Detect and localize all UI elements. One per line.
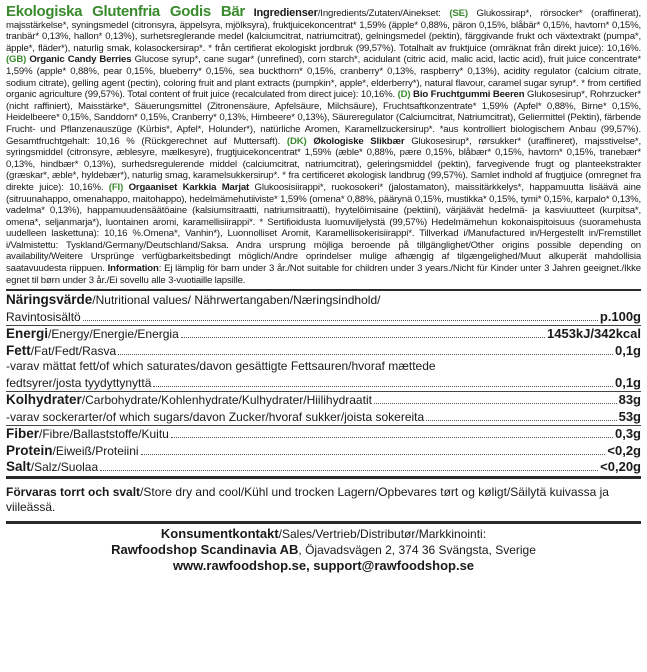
ingredients-dk: Glukosesirup*, rørsukker* (uraffineret), majsstivelse*, syringsmiddel (citronsyre, æblesyre, mælkesyre), frugtjuicekoncentrat* 1,59% (æble* 0,88%, pære 0,15%, blåbær* 0,15%, havtorn* 0,15%, tranebær* 0,13%, hindbær* 0,13%), surhedsregulerende middel (calciumcitrat, natriumcitrat), geleringsmiddel (pektin), farvegivende frugt og planteekstrakter (græskar*, æble*, hyldebær*), naturlig smag, karamelsukkersirup*. * fra certificeret økologisk landbrug (99,57%). Samlet indhold af frugtjuice (omregnet fra direkte juice): 10,16%.	[6, 135, 642, 193]
salt-row	[6, 459, 641, 479]
ingredients-gb: Glucose syrup*, cane sugar* (unrefined), corn starch*, acidulant (citric acid, malic acid, lactic acid), fruit juice concentrate* 1,59% (apple* 0,88%, pear 0,15%, blueberry* 0,15%, sea buckthorn* 0,15%, cranberry* 0,13%, raspberry* 0,13%), acidity regulator (calcium citrate, sodium citrate), gelling agent (pectin), coloring fruit and plant extracts (pumpkin*, apple*, elderberry*), natural flavour, caramel sugar syrup*. * from certified organic agriculture (99,57%). Total content of fruit juice (recalculated from direct juice): 10,16%.	[6, 54, 641, 101]
lang-tag-se: (SE)	[449, 8, 468, 19]
contact-heading: Konsumentkontakt	[160, 525, 279, 541]
dot-leader	[426, 410, 616, 421]
saturates-text-cont: fedtsyrer/josta tyydyttynyttä	[6, 375, 152, 390]
dot-leader	[141, 444, 606, 455]
ingredients-d: Glukosesirup*, Rohrzucker* (nicht raffiniert), Maisstärke*, Säuerungsmittel (Zitronensäure, Apfelsäure, Milchsäure), Fruchtsaftkonzentrate* 1,59% (Apfel* 0,88%, Birne* 0,15%, Heidelbeere* 0,15%, Sanddorn* 0,15%, Cranberry* 0,13%, Himbeere* 0,13%), Säureregulator (Calciumcitrat, Natriumcitrat), Geliermittel (Pektin), färbende Frucht- und Pflanzenauszüge (Kürbis*, Apfel*, Holunder*), natürliche Aromen, Karamellzuckersirup*. *aus kontrolliert biologischem Anbau (99,57%). Gesamtfruchtgehalt: 10,16 % (Rückgerechnet auf Muttersaft).	[6, 89, 641, 147]
dot-leader	[374, 393, 617, 404]
nutrition-heading-fi: Ravintosisältö	[6, 309, 81, 324]
saturates-row-2	[6, 375, 641, 393]
ingredients-block	[6, 3, 642, 286]
product-title: Ekologiska Glutenfria Godis Bär	[6, 3, 245, 20]
divider	[6, 289, 641, 291]
contact-heading-line	[6, 526, 641, 542]
energy-row	[6, 326, 641, 343]
information-label: Information	[107, 263, 159, 275]
energy-name: Energi	[6, 326, 49, 342]
sugars-value: 53g	[618, 408, 641, 424]
protein-name: Protein	[6, 442, 53, 458]
salt-value: <0,20g	[600, 459, 641, 475]
saturates-value: 0,1g	[614, 374, 641, 390]
product-name-d: Bio Fruchtgummi Beeren	[413, 89, 525, 101]
energy-translations: /Energy/Energie/Energia	[48, 327, 179, 342]
dot-leader	[153, 376, 613, 387]
ingredients-fi: Glukoosisiirappi*, ruokosokeri* (jalostamaton), maissitärkkelys*, happamuutta lisäävä aine (sitruunahappo, omenahappo, maitohappo), hedelmämehutiiviste* 1,59% (omena* 0,88%, päärynä 0,15%, mustikka* 0,15%, tymi* 0,15%, karpalo* 0,13%, vadelma* 0,13%), happamuudensäätöaine (kalsiumsitraatti, natriumsitraatti), hyytelöimisaine (pektiini), värjäävät hedelmä- ja kasviuutteet (kurpitsa*, omena*, seljanmarja*), luontainen aromi, karamellisiirappi*. * Sertifioidusta luomuviljelystä (99,57%) Hedelmämehun kokonaispitoisuus (suoramehusta uudelleen laskettuna): 10,16 %.Omena*, Vanhin*), Luonnolliset Aromit, Karamellisokerisiirappi*. Tillverkad i/Manufactured in/Hergestellt in/Fremstillet i/Valmistettu: Tyskland/Germany/Deutschland/Saksa. Andra ursprung möjliga beroende på tillgänglighet/Other origins possible depending on availability/Weitere Ursprünge verfügbarkeitsbedingt möglich/Andre oprindelser mulige afhængig af tilgængelighed/Muut alkuperät mahdollisia saatavuudesta riippuen.	[6, 181, 641, 275]
fiber-value: 0,3g	[614, 426, 641, 442]
dot-leader	[181, 327, 545, 338]
lang-tag-fi: (FI)	[108, 181, 124, 193]
fiber-row	[6, 426, 641, 443]
fiber-name: Fiber	[6, 426, 40, 442]
nutrition-heading-translations: /Nutritional values/ Nährwertangaben/Næringsindhold/	[92, 293, 381, 308]
protein-value: <0,2g	[607, 442, 641, 458]
saturates-text: -varav mättat fett/of which saturates/davon gesättigte Fettsauren/hvoraf mættede	[6, 359, 436, 374]
nutrition-per-row	[6, 309, 641, 327]
salt-translations: /Salz/Suolaa	[30, 460, 99, 475]
company-address: , Öjavadsvägen 2, 374 36 Svängsta, Sverige	[298, 542, 536, 557]
sugars-text: -varav sockerarter/of which sugars/davon Zucker/hvoraf sukker/joista sokereita	[6, 409, 425, 424]
contact-heading-translations: /Sales/Vertrieb/Distributør/Markkinointi:	[278, 526, 487, 541]
per-100g-label: p.100g	[599, 308, 641, 324]
ingredients-se: Glukossirap*, rörsocker* (oraffinerat), majsstärkelse*, syningsmedel (citronsyra, äppelsyra, mjölksyra), fruktjuicekoncentrat* 1,59% (äpple* 0,88%, päron 0,15%, blåbär* 0,15%, havtorn* 0,15%, tranbär* 0,13%, hallon* 0,13%), surhetsreglerande medel (kalciumcitrat, natriumcitrat), gelningsmedel (pektin), färggivande frukt och växtextrakt (pumpa*, äpple*, fläder*), naturlig smak, kolasockersirap*. * från certifierat ekologiskt jordbruk (99,57%). Totalhalt av fruktjuice (omräknat från direkt juice): 10,16%.	[6, 8, 642, 54]
consumer-contact	[6, 521, 641, 573]
dot-leader	[100, 460, 598, 471]
storage-heading: Förvaras torrt och svalt	[6, 484, 141, 499]
saturates-row-1	[6, 359, 641, 375]
lang-tag-d: (D)	[397, 89, 411, 101]
dot-leader	[118, 344, 613, 355]
fat-translations: /Fat/Fedt/Rasva	[30, 343, 117, 358]
contact-address-line	[6, 542, 641, 558]
protein-row	[6, 443, 641, 460]
fiber-translations: /Fibre/Ballaststoffe/Kuitu	[39, 427, 169, 442]
product-name-fi: Orgaaniset Karkkia Marjat	[128, 181, 250, 193]
salt-name: Salt	[6, 459, 31, 475]
lang-tag-gb: (GB)	[6, 54, 27, 66]
product-name-dk: Økologiske Slikbær	[313, 135, 405, 147]
ingredients-heading-translations: /Ingredients/Zutaten/Ainekset:	[317, 8, 441, 19]
protein-translations: /Eiweiß/Proteiini	[52, 443, 139, 458]
dot-leader	[171, 427, 613, 438]
carbohydrate-value: 83g	[618, 392, 641, 408]
nutrition-table	[6, 292, 641, 479]
contact-web-email: www.rawfoodshop.se, support@rawfoodshop.se	[172, 557, 475, 573]
storage-instructions	[6, 485, 641, 515]
ingredients-heading: Ingredienser	[253, 7, 318, 19]
fat-row	[6, 343, 641, 360]
company-name: Rawfoodshop Scandinavia AB	[111, 541, 299, 557]
carbohydrate-row	[6, 392, 641, 409]
dot-leader	[83, 310, 598, 321]
product-name-gb: Organic Candy Berries	[29, 54, 132, 66]
fat-value: 0,1g	[614, 342, 641, 358]
fat-name: Fett	[6, 342, 31, 358]
sugars-row	[6, 409, 641, 427]
storage-text: /Store dry and cool/Kühl und trocken Lagern/Opbevares tørt og køligt/Säilytä kuivassa ja viileässä.	[6, 484, 609, 514]
energy-value: 1453kJ/342kcal	[547, 326, 641, 342]
nutrition-heading: Näringsvärde	[6, 292, 93, 308]
carbohydrate-name: Kolhydrater	[6, 392, 82, 408]
carbohydrate-translations: /Carbohydrate/Kohlenhydrate/Kulhydrater/Hiilihydraatit	[81, 393, 372, 408]
lang-tag-dk: (DK)	[286, 135, 307, 147]
information-text: : Ej lämplig för barn under 3 år./Not suitable for children under 3 years./Nicht für Kinder unter 3 Jahren geeignet./Ikke egnet til børn under 3 år./Ei sovellu alle 3-vuotiaille lapsille.	[6, 263, 641, 286]
nutrition-heading-row	[6, 292, 641, 309]
